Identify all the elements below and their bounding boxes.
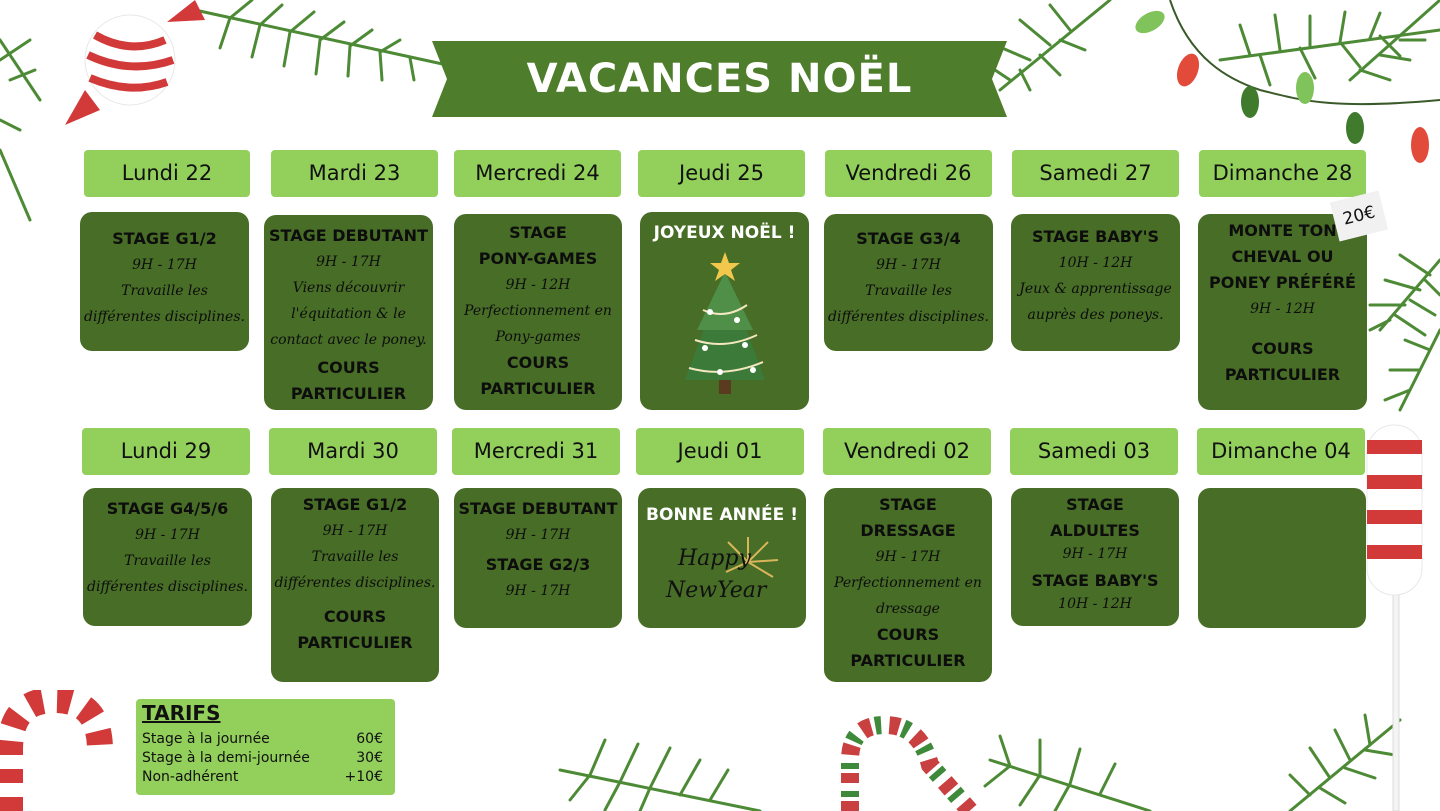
- card-hours: 9H - 17H: [132, 257, 197, 273]
- card-title: PONY-GAMES: [478, 249, 598, 268]
- day-header: Jeudi 25: [638, 150, 805, 197]
- card-desc: Travaille les: [124, 553, 211, 569]
- card-hours: 9H - 17H: [876, 257, 941, 273]
- card-desc: l'équitation & le: [291, 306, 406, 322]
- tarif-row: [142, 731, 383, 747]
- card-course: PARTICULIER: [297, 633, 413, 652]
- card-course: PARTICULIER: [850, 651, 966, 670]
- lollipop-icon: [1355, 420, 1440, 811]
- day-card-jeudi-01: [638, 488, 806, 628]
- card-desc: Pony-games: [495, 329, 581, 345]
- card-title: STAGE DEBUTANT: [269, 226, 428, 245]
- page-title: VACANCES NOËL: [526, 56, 913, 102]
- card-course: COURS: [1251, 339, 1314, 358]
- tarif-row: [142, 769, 383, 785]
- happy-text: Happy: [678, 546, 751, 571]
- day-card-mercredi-24: [454, 214, 622, 410]
- day-card-mercredi-31: [454, 488, 622, 628]
- day-card-dimanche-28: [1198, 214, 1367, 410]
- card-hours: 9H - 17H: [316, 254, 381, 270]
- card-desc: Travaille les: [121, 283, 208, 299]
- card-title: STAGE BABY'S: [1031, 571, 1159, 590]
- card-desc: différentes disciplines.: [84, 309, 245, 325]
- card-hours: 9H - 17H: [505, 527, 571, 543]
- card-title: STAGE BABY'S: [1031, 227, 1160, 246]
- card-title: JOYEUX NOËL !: [653, 223, 796, 243]
- happy-new-year-icon: [638, 532, 806, 622]
- tarif-label: Stage à la journée: [142, 731, 270, 747]
- card-title: STAGE G1/2: [112, 229, 217, 248]
- card-title: CHEVAL OU: [1231, 247, 1334, 266]
- card-desc: Travaille les: [865, 283, 952, 299]
- day-header: Lundi 29: [82, 428, 250, 475]
- card-title: STAGE: [509, 223, 567, 242]
- day-header: Vendredi 02: [823, 428, 991, 475]
- card-hours: 9H - 17H: [505, 583, 571, 599]
- day-card-vendredi-26: [824, 214, 993, 351]
- tarif-price: +10€: [344, 769, 383, 785]
- card-desc: différentes disciplines.: [274, 575, 436, 591]
- day-header: Dimanche 28: [1199, 150, 1366, 197]
- card-desc: dressage: [876, 601, 940, 617]
- card-hours: 9H - 12H: [505, 277, 571, 293]
- card-desc: Perfectionnement en: [464, 303, 612, 319]
- card-hours: 10H - 12H: [1058, 255, 1133, 271]
- day-header: Lundi 22: [84, 150, 250, 197]
- price-tag: 20€: [1330, 191, 1388, 242]
- card-desc: Viens découvrir: [292, 280, 405, 296]
- card-hours: 9H - 17H: [135, 527, 200, 543]
- card-title: STAGE: [1066, 495, 1124, 514]
- card-course: COURS: [317, 358, 380, 377]
- day-header: Samedi 03: [1010, 428, 1178, 475]
- card-title: MONTE TON: [1228, 221, 1337, 240]
- card-hours: 9H - 17H: [1062, 546, 1128, 562]
- day-card-samedi-03: [1011, 488, 1179, 626]
- card-title: STAGE G3/4: [856, 229, 961, 248]
- card-title: BONNE ANNÉE !: [646, 505, 798, 525]
- candy-cane-icon: [0, 690, 125, 811]
- day-header: Dimanche 04: [1197, 428, 1365, 475]
- day-card-mardi-23: [264, 215, 433, 410]
- card-hours: 9H - 17H: [322, 523, 388, 539]
- day-header: Mercredi 31: [452, 428, 620, 475]
- day-card-vendredi-02: [824, 488, 992, 682]
- card-title: STAGE G2/3: [485, 555, 591, 574]
- card-desc: différentes disciplines.: [87, 579, 248, 595]
- candy-cane-green-icon: [830, 710, 990, 811]
- tarifs-box: [136, 699, 395, 795]
- day-header: Vendredi 26: [825, 150, 992, 197]
- day-card-mardi-30: [271, 488, 439, 682]
- new-year-text: NewYear: [666, 578, 767, 603]
- card-desc: contact avec le poney.: [270, 332, 427, 348]
- day-header: Samedi 27: [1012, 150, 1179, 197]
- card-title: STAGE G4/5/6: [106, 499, 229, 518]
- card-title: DRESSAGE: [860, 521, 956, 540]
- card-title: STAGE G1/2: [302, 495, 408, 514]
- card-desc: Jeux & apprentissage: [1019, 281, 1172, 297]
- card-title: STAGE DEBUTANT: [458, 499, 618, 518]
- card-desc: différentes disciplines.: [828, 309, 989, 325]
- tarif-price: 30€: [356, 750, 383, 766]
- candy-wrapped-icon: [55, 0, 205, 140]
- card-desc: Perfectionnement en: [834, 575, 982, 591]
- day-card-dimanche-04: [1198, 488, 1366, 628]
- day-card-lundi-22: [80, 212, 249, 351]
- card-title: PONEY PRÉFÉRÉ: [1209, 273, 1356, 292]
- card-course: COURS: [876, 625, 940, 644]
- card-course: PARTICULIER: [1224, 365, 1341, 384]
- card-desc: Travaille les: [311, 549, 399, 565]
- day-header: Jeudi 01: [636, 428, 804, 475]
- tarif-label: Stage à la demi-journée: [142, 750, 310, 766]
- card-title: STAGE: [879, 495, 937, 514]
- tarif-row: [142, 750, 383, 766]
- card-course: COURS: [506, 353, 570, 372]
- card-desc: auprès des poneys.: [1027, 307, 1164, 323]
- card-title: ALDULTES: [1050, 521, 1140, 540]
- day-header: Mardi 23: [271, 150, 438, 197]
- day-card-jeudi-25: [640, 212, 809, 410]
- tarifs-title: TARIFS: [142, 701, 221, 725]
- christmas-tree-icon: [665, 250, 785, 400]
- card-hours: 10H - 12H: [1058, 596, 1132, 612]
- card-hours: 9H - 12H: [1250, 301, 1315, 317]
- title-banner: [432, 41, 1007, 117]
- card-course: PARTICULIER: [480, 379, 596, 398]
- day-header: Mardi 30: [269, 428, 437, 475]
- tarif-label: Non-adhérent: [142, 769, 239, 785]
- day-card-samedi-27: [1011, 214, 1180, 351]
- day-header: Mercredi 24: [454, 150, 621, 197]
- card-course: PARTICULIER: [290, 384, 407, 403]
- tarif-price: 60€: [356, 731, 383, 747]
- card-course: COURS: [323, 607, 387, 626]
- card-hours: 9H - 17H: [875, 549, 941, 565]
- day-card-lundi-29: [83, 488, 252, 626]
